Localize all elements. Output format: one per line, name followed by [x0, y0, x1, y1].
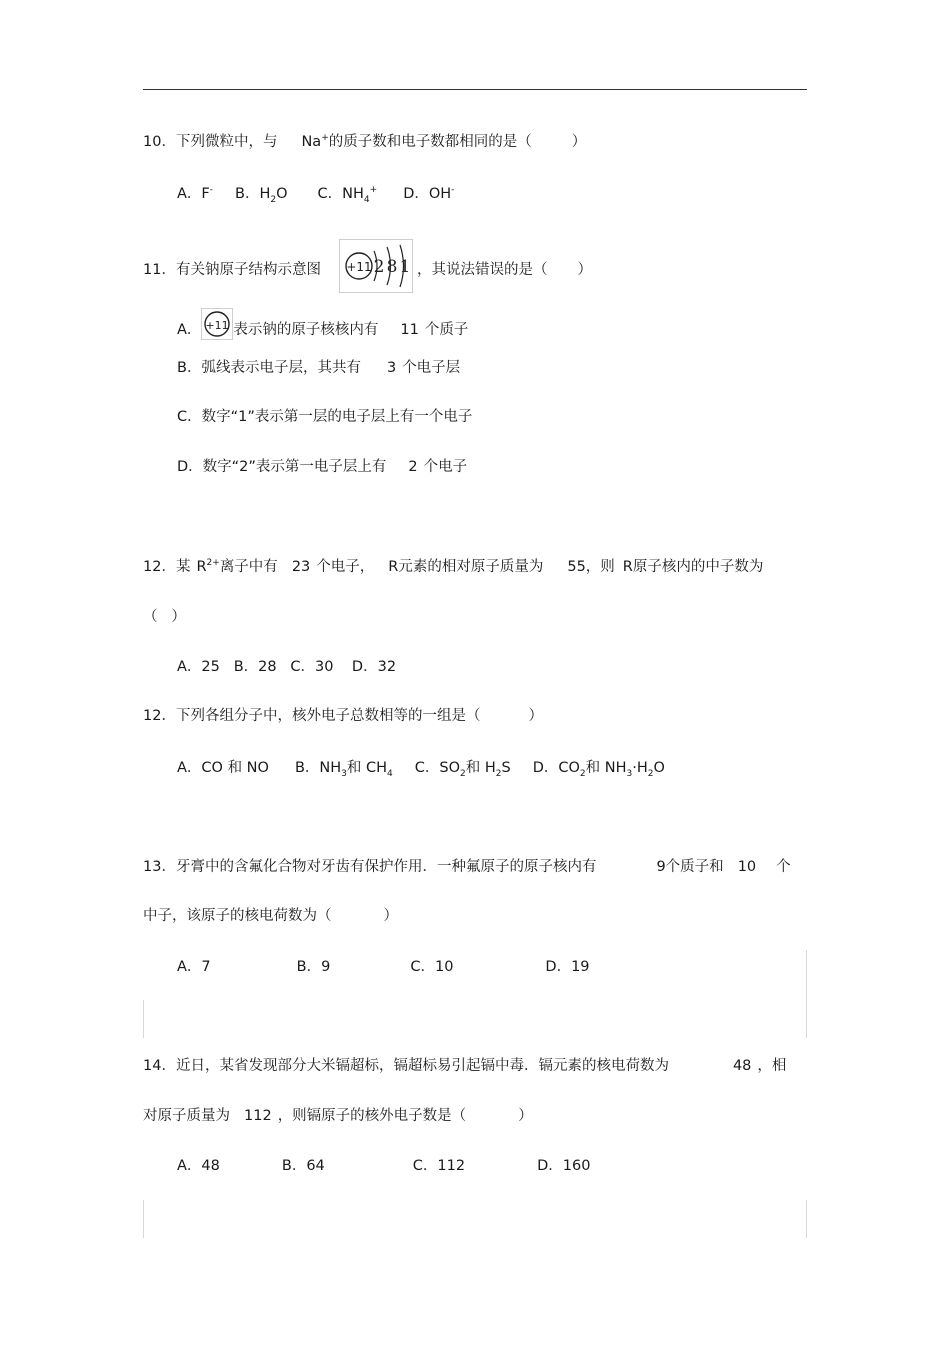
option-c: C．112: [412, 1158, 466, 1174]
question-14-options: [177, 1156, 590, 1176]
question-10-stem: 10．下列微粒中，与 Na+的质子数和电子数都相同的是（ ）: [143, 133, 587, 150]
question-12b-options: [177, 758, 665, 778]
question-12a-stem: 12．某 $R^{2+}$离子中有 23 个电子， R元素的相对原子质量为 55，则 R原子核内的中子数为: [143, 558, 764, 575]
svg-text:2: 2: [373, 257, 385, 277]
question-11-option-c: C．数字“1”表示第一层的电子层上有一个电子: [177, 409, 473, 425]
scan-edge-left-1: [143, 1000, 144, 1038]
option-d: D．OH-: [403, 185, 455, 202]
question-11-option-b: B．弧线表示电子层，其共有 3 个电子层: [177, 360, 461, 376]
question-13-stem-2: 中子，该原子的核电荷数为（ ）: [143, 908, 398, 924]
question-13-stem: 13．牙膏中的含氟化合物对牙齿有保护作用．一种氟原子的原子核内有 9个质子和 10 个: [143, 859, 791, 875]
option-b: B．64: [281, 1158, 325, 1174]
svg-text:1: 1: [399, 257, 411, 277]
option-a: A．7: [177, 959, 211, 975]
question-14-stem: 14．近日，某省发现部分大米镉超标，镉超标易引起镉中毒．镉元素的核电荷数为 48 ，相: [143, 1058, 787, 1074]
question-14-stem-2: 对原子质量为 112 ，则镉原子的核外电子数是（ ）: [143, 1108, 533, 1124]
question-11-option-a: A． +11 表示钠的原子核核内有 11 个质子: [177, 314, 468, 346]
svg-text:+11: +11: [346, 260, 372, 274]
header-rule: [143, 89, 807, 90]
question-12a-paren: （ ）: [143, 609, 186, 625]
nucleus-diagram: [201, 308, 233, 340]
option-a: A．48: [177, 1158, 220, 1174]
option-b: B．$NH_3$和 $CH_4$: [294, 760, 393, 779]
option-d: D．160: [537, 1158, 591, 1174]
question-12b-stem: 12．下列各组分子中，核外电子总数相等的一组是（ ）: [143, 708, 543, 724]
nucleus-icon: [201, 308, 233, 340]
scan-edge-right-2: [806, 1200, 807, 1238]
scan-edge-right-1: [806, 950, 807, 1038]
atom-structure-icon: [339, 239, 413, 293]
question-11-option-d: D．数字“2”表示第一电子层上有 2 个电子: [177, 459, 468, 475]
question-11-stem: 11．有关钠原子结构示意图 +11 2 8 1 ，其说法错误的是（ ）: [143, 240, 592, 300]
option-d: D．$CO_2$和 $NH_3\cdot H_2O$: [532, 760, 665, 779]
option-c: C．$SO_2$和 $H_2S$: [414, 760, 511, 779]
option-b: B．$H_2O$: [235, 186, 288, 205]
svg-text:+11: +11: [205, 319, 230, 332]
scan-edge-left-2: [143, 1200, 144, 1238]
option-a: A．F-: [177, 185, 214, 202]
option-b: B．9: [296, 959, 331, 975]
option-d: D．19: [545, 959, 590, 975]
sodium-atom-diagram: [339, 239, 413, 293]
question-10-options: [177, 184, 454, 204]
question-13-options: [177, 957, 590, 977]
svg-text:8: 8: [386, 257, 398, 277]
question-12a-options: A．25 B．28 C．30 D．32: [177, 659, 397, 675]
option-c: C．10: [410, 959, 454, 975]
option-c: C．$NH_4^+$: [317, 185, 378, 205]
option-a: A．CO 和 NO: [177, 760, 269, 776]
